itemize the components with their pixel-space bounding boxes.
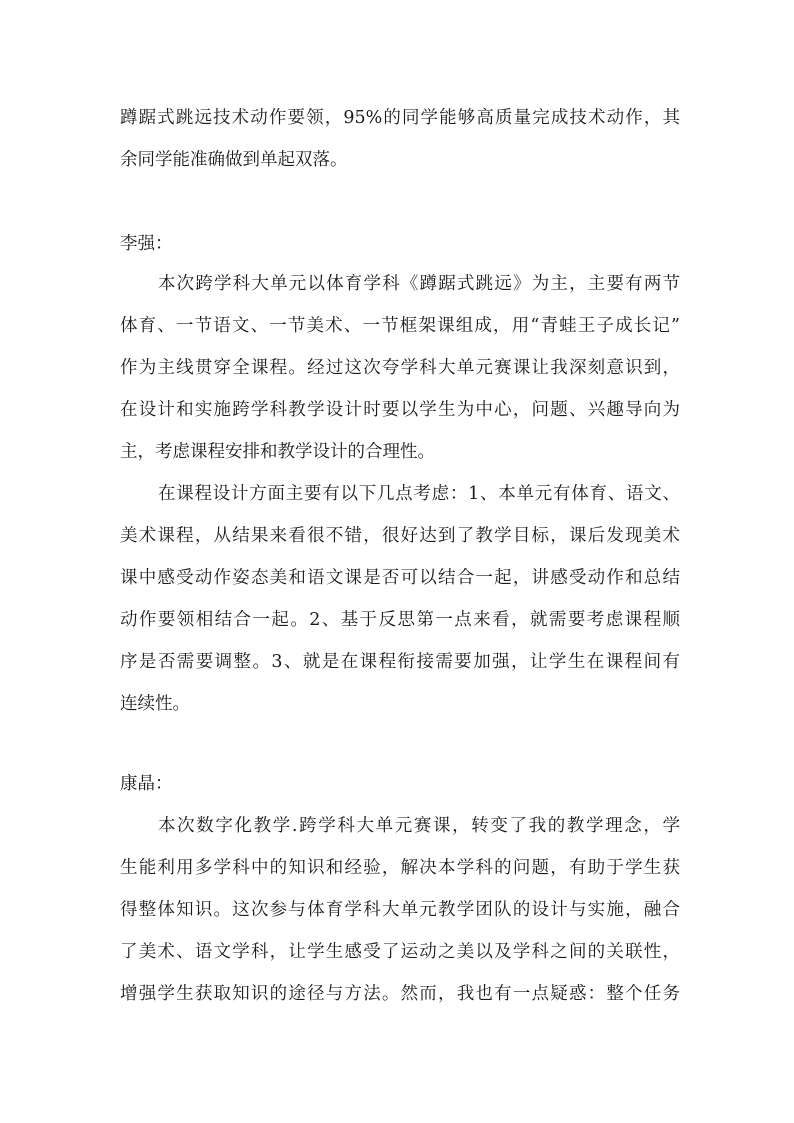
paragraph-line: 主，考虑课程安排和教学设计的合理性。 [120,442,435,462]
paragraph-line: 序是否需要调整。3、就是在课程衔接需要加强，让学生在课程间有 [120,652,680,672]
paragraph-line: 在课程设计方面主要有以下几点考虑：1、本单元有体育、语文、 [158,484,680,504]
paragraph-line: 作为主线贯穿全课程。经过这次夸学科大单元赛课让我深刻意识到， [120,358,680,378]
intro-line-1: 蹲踞式跳远技术动作要领，95%的同学能够高质量完成技术动作，其 [120,108,680,128]
paragraph-line: 课中感受动作姿态美和语文课是否可以结合一起，讲感受动作和总结 [120,568,680,588]
paragraph-line: 在设计和实施跨学科教学设计时要以学生为中心，问题、兴趣导向为 [120,400,680,420]
paragraph-line: 本次跨学科大单元以体育学科《蹲踞式跳远》为主，主要有两节 [158,274,680,294]
paragraph-line: 连续性。 [120,694,190,714]
paragraph-line: 得整体知识。这次参与体育学科大单元教学团队的设计与实施，融合 [120,900,680,920]
paragraph-line: 了美术、语文学科，让学生感受了运动之美以及学科之间的关联性， [120,942,680,962]
paragraph-line: 生能利用多学科中的知识和经验，解决本学科的问题，有助于学生获 [120,858,680,878]
speaker-name-1: 李强： [120,234,173,254]
paragraph-line: 增强学生获取知识的途径与方法。然而，我也有一点疑惑：整个任务 [120,984,680,1004]
paragraph-line: 美术课程，从结果来看很不错，很好达到了教学目标，课后发现美术 [120,526,680,546]
paragraph-line: 动作要领相结合一起。2、基于反思第一点来看，就需要考虑课程顺 [120,610,680,630]
speaker-name-2: 康晶： [120,774,173,794]
paragraph-line: 体育、一节语文、一节美术、一节框架课组成，用“青蛙王子成长记” [120,316,680,336]
intro-line-2: 余同学能准确做到单起双落。 [120,150,348,170]
paragraph-line: 本次数字化教学.跨学科大单元赛课，转变了我的教学理念，学 [158,816,680,836]
